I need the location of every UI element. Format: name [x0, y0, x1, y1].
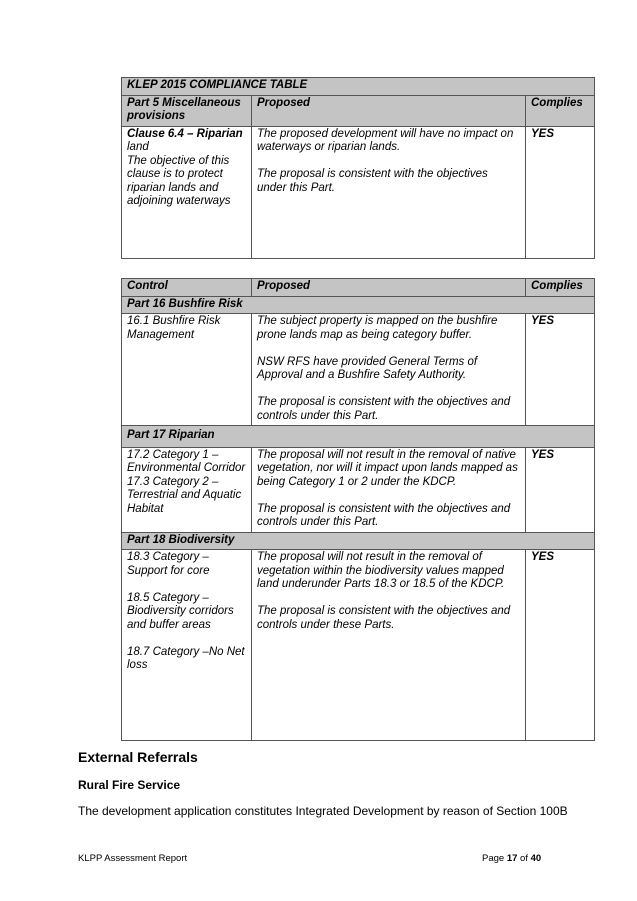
control-cell: 17.2 Category 1 – Environmental Corridor 17.3 Category 2 – Terrestrial and Aquatic Habitat [122, 447, 252, 532]
body-paragraph: The development application constitutes Integrated Development by reason of Section 100B [78, 804, 568, 818]
footer-report-name: KLPP Assessment Report [78, 853, 188, 864]
proposed-cell [252, 447, 526, 532]
complies-cell: YES [526, 314, 595, 426]
column-header: Control [122, 279, 252, 297]
complies-cell: YES [526, 550, 595, 741]
table-row [122, 447, 595, 532]
proposed-text: The proposal is consistent with the objectives and controls under these Parts. [257, 605, 511, 631]
klep-compliance-table [121, 77, 595, 259]
proposed-cell [252, 126, 526, 258]
section-heading-external-referrals: External Referrals [78, 749, 198, 765]
section-heading-part18: Part 18 Biodiversity [122, 532, 595, 550]
proposed-text: The subject property is mapped on the bushfire prone lands map as being category buffer. [257, 315, 498, 341]
subheading-rural-fire-service: Rural Fire Service [78, 778, 181, 792]
table-title: KLEP 2015 COMPLIANCE TABLE [122, 78, 595, 96]
clause-cell [122, 126, 252, 258]
of-label: of [520, 853, 528, 864]
table-row [122, 314, 595, 426]
proposed-text: The proposal is consistent with the objectives under this Part. [257, 168, 488, 194]
table-row [122, 126, 595, 258]
proposed-cell [252, 314, 526, 426]
control-cell [122, 550, 252, 741]
page-label: Page [482, 853, 505, 864]
control-cell: 16.1 Bushfire Risk Management [122, 314, 252, 426]
control-text: 18.3 Category – Support for core [127, 551, 210, 577]
proposed-text: The proposed development will have no impact on waterways or riparian lands. [257, 127, 514, 153]
proposed-text: The proposal will not result in the removal of native vegetation, nor will it impact upon lands mapped as being Category 1 or 2 under the KDCP. [257, 448, 518, 488]
control-compliance-table [121, 278, 595, 741]
control-text: 18.7 Category –No Net loss [127, 645, 245, 671]
column-header: Complies [526, 95, 595, 126]
proposed-text: The proposal is consistent with the objectives and controls under this Part. [257, 396, 511, 422]
table-row [122, 550, 595, 741]
clause-title: Clause 6.4 – Riparian [127, 127, 243, 140]
section-heading-part16: Part 16 Bushfire Risk [122, 296, 595, 314]
column-header: Proposed [252, 95, 526, 126]
column-header: Proposed [252, 279, 526, 297]
control-text: 18.5 Category – Biodiversity corridors and buffer areas [127, 591, 234, 631]
proposed-text: The proposal is consistent with the objectives and controls under this Part. [257, 502, 511, 528]
proposed-cell [252, 550, 526, 741]
current-page: 17 [506, 853, 518, 864]
footer-page-number [482, 853, 541, 864]
column-header: Part 5 Miscellaneous provisions [122, 95, 252, 126]
proposed-text: NSW RFS have provided General Terms of Approval and a Bushfire Safety Authority. [257, 355, 478, 381]
clause-description: land The objective of this clause is to protect riparian lands and adjoining waterways [127, 141, 231, 207]
complies-cell: YES [526, 126, 595, 258]
complies-cell: YES [526, 447, 595, 532]
total-pages: 40 [530, 853, 542, 864]
column-header: Complies [526, 279, 595, 297]
section-heading-part17: Part 17 Riparian [122, 426, 595, 448]
proposed-text: The proposal will not result in the removal of vegetation within the biodiversity values mapped land underunder Parts 18.3 or 18.5 of the KDCP. [257, 551, 505, 590]
